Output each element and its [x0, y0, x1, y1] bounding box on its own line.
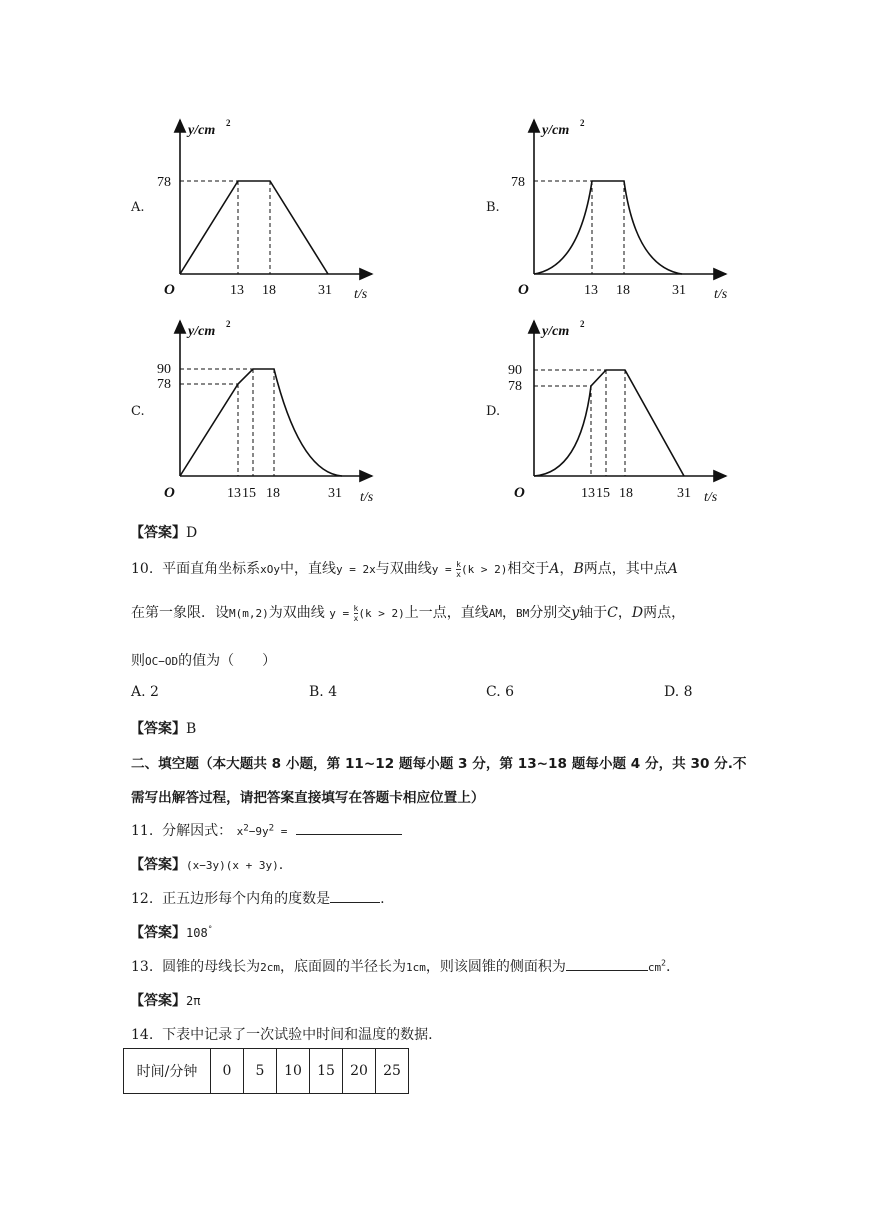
answer-value: 108	[186, 926, 208, 940]
frac-num: k	[353, 603, 359, 613]
frac-den: x	[456, 569, 461, 579]
x-tick-31: 31	[318, 283, 332, 298]
y-label-sup: 2	[226, 319, 231, 329]
y-tick-78: 78	[511, 175, 525, 190]
answer-blank[interactable]	[330, 890, 380, 903]
option-d[interactable]: D. 8	[664, 684, 693, 700]
x-tick-13: 13	[584, 283, 598, 298]
text: 轴于	[579, 605, 608, 621]
answer-blank[interactable]	[296, 822, 402, 835]
origin-label: O	[164, 282, 175, 298]
y-label: y/cm	[542, 324, 570, 339]
answer-tag: 【答案】	[130, 525, 186, 541]
answer-11	[130, 854, 283, 874]
question-14	[131, 1024, 433, 1044]
text: 正五边形每个内角的度数是	[162, 891, 331, 907]
question-10-line1	[131, 558, 678, 579]
text: 为双曲线	[268, 605, 325, 621]
question-12	[131, 888, 385, 908]
graph-a	[150, 112, 390, 302]
math-xoy: xOy	[260, 563, 281, 576]
x-tick-13: 13	[230, 283, 244, 298]
text: 与双曲线	[375, 561, 432, 577]
math-am: AM	[488, 607, 502, 620]
y-label-sup: 2	[580, 118, 585, 128]
x-tick-15: 15	[596, 486, 610, 501]
curve-a	[180, 181, 328, 274]
y-tick-78: 78	[157, 377, 171, 392]
graph-d	[504, 313, 744, 505]
text: .	[380, 891, 385, 907]
x-label: t/s	[704, 490, 718, 505]
math-bm: BM	[515, 607, 530, 620]
option-b[interactable]: B. 4	[309, 684, 338, 700]
text: 则	[131, 653, 145, 669]
text: x	[236, 825, 244, 838]
x-tick-18: 18	[616, 283, 630, 298]
x-tick-31: 31	[672, 283, 686, 298]
x-tick-31: 31	[677, 486, 691, 501]
degree-sign: °	[207, 924, 213, 934]
y-label-sup: 2	[226, 118, 231, 128]
math-value: 1cm	[406, 961, 426, 974]
question-11	[131, 820, 402, 840]
math-expr: OC−OD	[145, 655, 179, 668]
text: 平面直角坐标系	[162, 561, 261, 577]
y-tick-78: 78	[508, 379, 522, 394]
y-label: y/cm	[188, 123, 216, 138]
y-tick-78: 78	[157, 175, 171, 190]
y-label-sup: 2	[580, 319, 585, 329]
text: 中，直线	[280, 561, 337, 577]
text: =	[274, 825, 288, 838]
var-a: A	[667, 561, 678, 577]
math-m: M(m,2)	[229, 607, 269, 620]
graph-b	[504, 112, 744, 302]
question-10-line2	[131, 602, 685, 623]
math-hyp-y: y =	[431, 563, 452, 576]
x-tick-18: 18	[619, 486, 633, 501]
option-a[interactable]: A. 2	[131, 684, 159, 700]
table-cell: 15	[310, 1049, 343, 1094]
option-label-d: D.	[486, 404, 501, 419]
answer-9	[130, 522, 197, 542]
origin-label: O	[518, 282, 529, 298]
x-tick-15: 15	[242, 486, 256, 501]
math-cond: (k > 2)	[460, 563, 508, 576]
var-b: B	[573, 561, 584, 577]
question-number: 13.	[131, 959, 154, 975]
section-2-heading-line1: 二、填空题（本大题共 8 小题，第 11~12 题每小题 3 分，第 13~18 题每小题 4 分，共 30 分.不	[131, 756, 747, 772]
text: 在第一象限．设	[131, 605, 229, 621]
math-line-eq: y = 2x	[336, 563, 376, 576]
table-header-cell: 时间/分钟	[124, 1049, 211, 1094]
y-label: y/cm	[542, 123, 570, 138]
y-tick-90: 90	[157, 362, 171, 377]
origin-label: O	[164, 485, 175, 501]
text: ，底面圆的半径长为	[280, 959, 407, 975]
answer-tag: 【答案】	[130, 721, 186, 737]
text: 两点，其中点	[583, 561, 668, 577]
y-tick-90: 90	[508, 363, 522, 378]
answer-13	[130, 990, 200, 1010]
curve-b	[534, 181, 682, 274]
x-tick-18: 18	[262, 283, 276, 298]
x-tick-31: 31	[328, 486, 342, 501]
var-a: A	[549, 561, 560, 577]
table-cell: 10	[277, 1049, 310, 1094]
answer-tag: 【答案】	[130, 925, 186, 941]
math-expression	[236, 822, 288, 838]
answer-value: D	[186, 525, 198, 541]
text: 2	[243, 822, 249, 834]
table-cell: 0	[211, 1049, 244, 1094]
math-value: 2cm	[260, 961, 281, 974]
question-number: 11.	[131, 823, 154, 839]
text: ，	[559, 561, 574, 577]
x-tick-13: 13	[581, 486, 595, 501]
unit: cm	[647, 961, 662, 974]
text: .	[278, 857, 284, 873]
origin-label: O	[514, 485, 525, 501]
table-cell: 20	[343, 1049, 376, 1094]
section-2-heading-line2: 需写出解答过程，请把答案直接填写在答题卡相应位置上）	[131, 790, 485, 806]
question-number: 14.	[131, 1027, 154, 1043]
text: 2	[268, 822, 275, 834]
text: 相交于	[507, 561, 550, 577]
question-number: 12.	[131, 891, 154, 907]
text: ，	[501, 605, 516, 621]
var-y: y	[571, 605, 580, 621]
option-c[interactable]: C. 6	[486, 684, 515, 700]
option-label-c: C.	[131, 404, 145, 419]
table-cell: 25	[376, 1049, 409, 1094]
text: .	[666, 959, 671, 975]
var-d: D	[631, 605, 644, 621]
data-table	[123, 1048, 409, 1094]
text: 的值为（ ）	[178, 653, 277, 669]
x-tick-13: 13	[227, 486, 241, 501]
math-cond: (k > 2)	[358, 607, 405, 620]
text: ，则该圆锥的侧面积为	[425, 959, 566, 975]
var-c: C	[607, 605, 618, 621]
answer-12	[130, 922, 213, 942]
question-10-line3	[131, 650, 276, 670]
text: 圆锥的母线长为	[162, 959, 261, 975]
answer-value: B	[186, 721, 197, 737]
text: 两点，	[643, 605, 686, 621]
x-label: t/s	[714, 287, 728, 302]
answer-blank[interactable]	[566, 958, 648, 971]
math-hyp-y: y =	[329, 607, 350, 620]
option-label-b: B.	[486, 200, 500, 215]
question-number: 10.	[131, 561, 154, 577]
text: 上一点，直线	[404, 605, 489, 621]
text: 分别交	[529, 605, 572, 621]
table-row	[124, 1049, 409, 1094]
frac-num: k	[456, 559, 461, 569]
answer-tag: 【答案】	[130, 857, 186, 873]
curve-c	[180, 369, 342, 476]
text: ，	[617, 605, 632, 621]
answer-value: 2π	[186, 994, 201, 1008]
option-label-a: A.	[131, 200, 145, 215]
x-label: t/s	[360, 490, 374, 505]
answer-value: (x−3y)(x + 3y)	[186, 859, 279, 872]
y-label: y/cm	[188, 324, 216, 339]
text: −9y	[248, 825, 269, 838]
x-label: t/s	[354, 287, 368, 302]
graph-c	[150, 313, 390, 505]
answer-tag: 【答案】	[130, 993, 186, 1009]
x-tick-18: 18	[266, 486, 280, 501]
question-13	[131, 956, 670, 976]
text: 分解因式：	[162, 823, 233, 839]
unit-sup: 2	[661, 958, 666, 968]
frac-den: x	[353, 613, 359, 623]
text: 下表中记录了一次试验中时间和温度的数据.	[162, 1027, 433, 1043]
answer-10	[130, 718, 196, 738]
table-cell: 5	[244, 1049, 277, 1094]
